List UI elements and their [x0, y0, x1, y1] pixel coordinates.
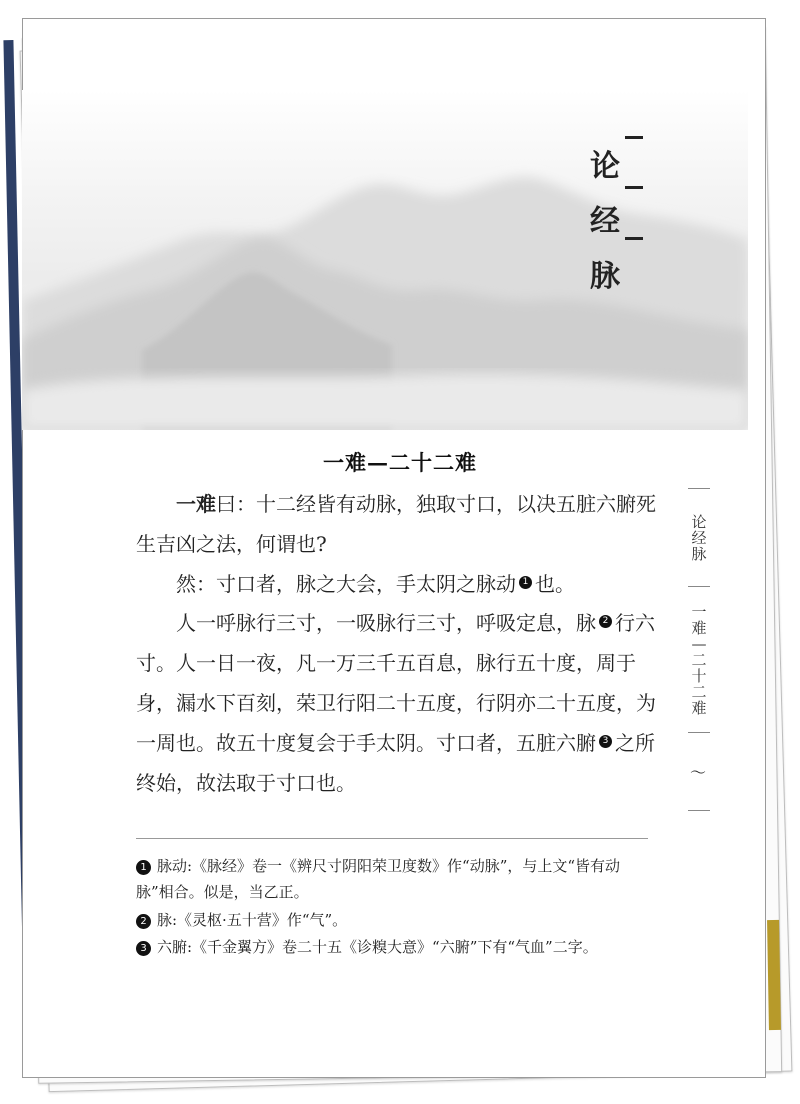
side-divider — [688, 810, 710, 811]
side-divider — [688, 488, 710, 489]
footnote-divider — [136, 838, 648, 839]
side-section-char: 二 — [691, 651, 707, 669]
chapter-title-char: 论 — [590, 149, 620, 184]
chapter-title-char: 经 — [590, 204, 620, 239]
paragraph-lead: 一难 — [176, 492, 216, 516]
paragraph-text: 然：寸口者，脉之大会，手太阴之脉动 — [176, 572, 516, 596]
footnote-marker[interactable]: 1 — [519, 576, 532, 589]
footnote — [136, 907, 656, 933]
footnote-number: 1 — [136, 860, 151, 875]
footnote — [136, 934, 656, 960]
side-section-char: 一 — [691, 603, 707, 621]
footnote-text: 脉动:《脉经》卷一《辨尺寸阴阳荣卫度数》作“动脉”，与上文“皆有动脉”相合。似是，当乙正。 — [136, 857, 621, 901]
section-heading: 一难—二十二难 — [323, 450, 477, 475]
side-divider — [688, 732, 710, 733]
body-paragraph — [136, 484, 656, 564]
footnote — [136, 853, 656, 905]
body-paragraph — [136, 603, 656, 803]
paragraph-text: 行六寸。人一日一夜，凡一万三千五百息，脉行五十度，周于身，漏水下百刻，荣卫行阳二十五度，行阴亦二十五度，为一周也。故五十度复会于手太阴。寸口者，五脏六腑 — [136, 611, 656, 755]
side-section-char: 难 — [691, 699, 707, 717]
book-spine-edge — [767, 920, 781, 1030]
footnote-text: 六腑:《千金翼方》卷二十五《诊糗大意》“六腑”下有“气血”二字。 — [157, 938, 598, 956]
side-divider — [688, 586, 710, 587]
footnote-number: 3 — [136, 941, 151, 956]
side-section-char: — — [691, 635, 707, 653]
side-chapter-char: 经 — [691, 529, 707, 547]
chapter-title-char: 脉 — [590, 259, 620, 294]
side-section-char: 二 — [691, 683, 707, 701]
page-mark: 〜 — [690, 763, 707, 782]
footnote-marker[interactable]: 3 — [599, 735, 612, 748]
title-dash — [625, 237, 643, 240]
side-section-char: 难 — [691, 619, 707, 637]
footnote-marker[interactable]: 2 — [599, 615, 612, 628]
title-dash — [625, 136, 643, 139]
title-dash — [625, 186, 643, 189]
side-chapter-char: 脉 — [691, 545, 707, 563]
chapter-title-vertical — [590, 130, 650, 300]
side-chapter-char: 论 — [691, 513, 707, 531]
paragraph-text: 人一呼脉行三寸，一吸脉行三寸，呼吸定息，脉 — [176, 611, 596, 635]
paragraph-text: 曰：十二经皆有动脉，独取寸口，以决五脏六腑死生吉凶之法，何谓也? — [136, 492, 656, 556]
paragraph-text: 之所终始，故法取于寸口也。 — [136, 731, 655, 795]
side-section-char: 十 — [691, 667, 707, 685]
footnote-text: 脉:《灵枢·五十营》作“气”。 — [157, 911, 348, 929]
paragraph-text: 也。 — [535, 572, 575, 596]
footnote-number: 2 — [136, 914, 151, 929]
body-paragraph — [136, 564, 656, 604]
